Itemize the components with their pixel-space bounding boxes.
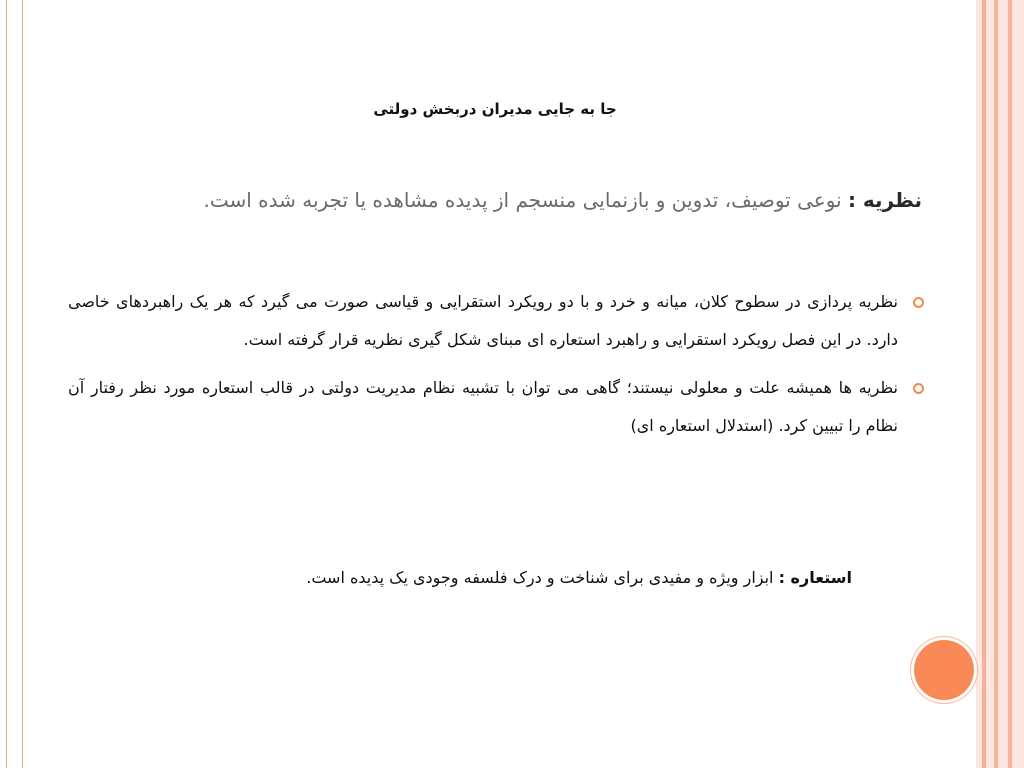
right-frame-line (1008, 0, 1012, 768)
decorative-circle-icon (914, 640, 974, 700)
right-frame-band (976, 0, 1024, 768)
bullet-circle-icon (913, 297, 924, 308)
right-frame-line (994, 0, 998, 768)
list-item (68, 369, 926, 445)
bullet-list (68, 283, 926, 455)
metaphor-term: استعاره : (778, 568, 852, 587)
bullet-text: نظریه ها همیشه علت و معلولی نیستند؛ گاهی می توان با تشبیه نظام مدیریت دولتی در قالب استعاره مورد نظر رفتار آن نظام را تبیین کرد. (استدلال استعاره ای) (68, 378, 898, 435)
bullet-circle-icon (913, 383, 924, 394)
metaphor-text: ابزار ویژه و مفیدی برای شناخت و درک فلسفه وجودی یک پدیده است. (306, 568, 779, 587)
metaphor-definition (176, 568, 852, 587)
theory-definition (62, 188, 922, 212)
slide-title: جا به جایی مدیران دربخش دولتی (373, 100, 617, 118)
definition-text: نوعی توصیف، تدوین و بازنمایی منسجم از پدیده مشاهده یا تجربه شده است. (203, 188, 848, 212)
bullet-text: نظریه پردازی در سطوح کلان، میانه و خرد و با دو رویکرد استقرایی و قیاسی صورت می گیرد که هر یک راهبردهای خاصی دارد. در این فصل رویکرد استقرایی و راهبرد استعاره ای مبنای شکل گیری نظریه قرار گرفته است. (68, 292, 898, 349)
definition-term: نظریه : (847, 188, 922, 212)
right-frame-line (982, 0, 986, 768)
left-frame-border (6, 0, 23, 768)
list-item (68, 283, 926, 359)
